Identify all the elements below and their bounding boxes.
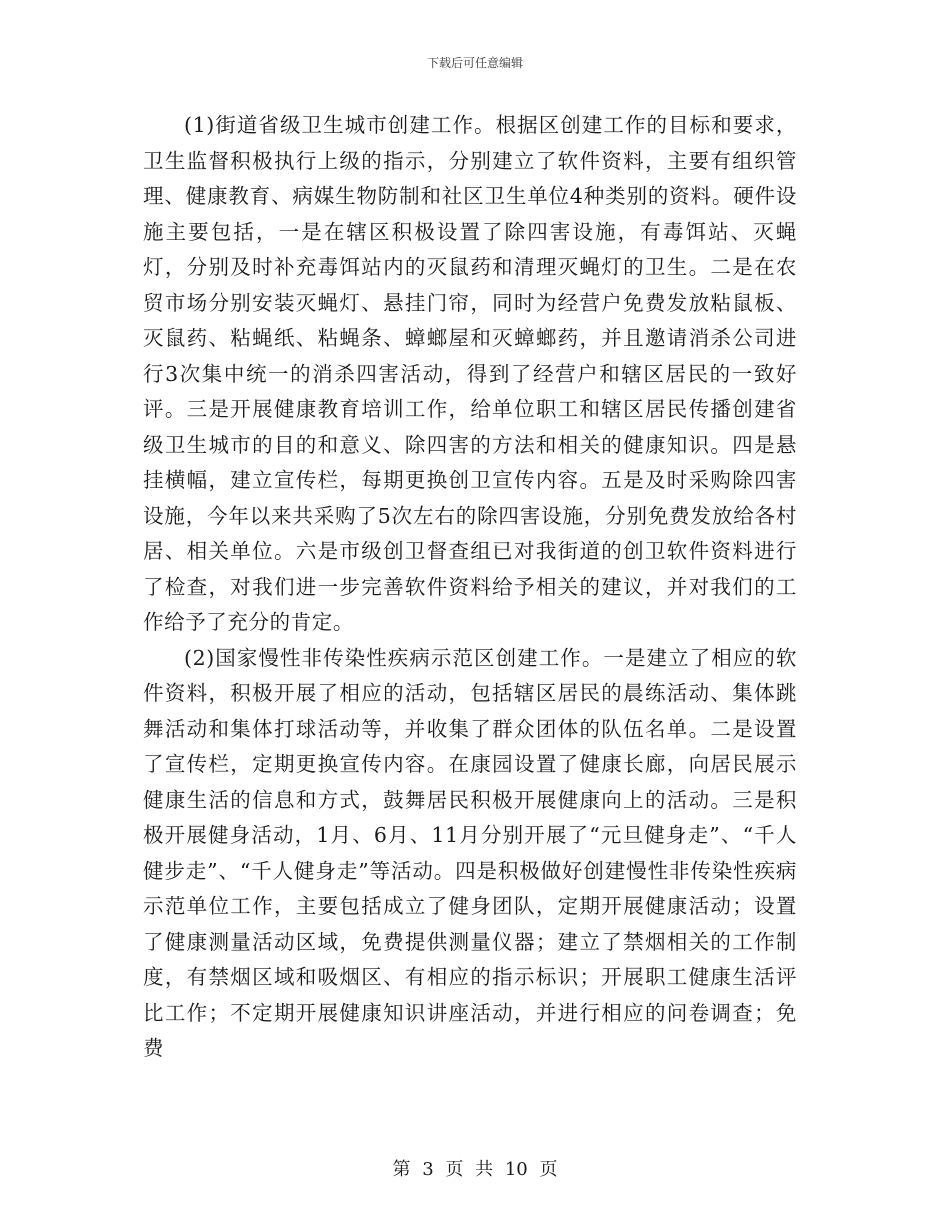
paragraph-1: (1)街道省级卫生城市创建工作。根据区创建工作的目标和要求，卫生监督积极执行上级的指示，分别建立了软件资料，主要有组织管理、健康教育、病媒生物防制和社区卫生单位4种类别的资料。硬件设施主要包括，一是在辖区积极设置了除四害设施，有毒饵站、灭蝇灯，分别及时补充毒饵站内的灭鼠药和清理灭蝇灯的卫生。二是在农贸市场分别安装灭蝇灯、悬挂门帘，同时为经营户免费发放粘鼠板、灭鼠药、粘蝇纸、粘蝇条、蟑螂屋和灭蟑螂药，并且邀请消杀公司进行3次集中统一的消杀四害活动，得到了经营户和辖区居民的一致好评。三是开展健康教育培训工作，给单位职工和辖区居民传播创建省级卫生城市的目的和意义、除四害的方法和相关的健康知识。四是悬挂横幅，建立宣传栏，每期更换创卫宣传内容。五是及时采购除四害设施，今年以来共采购了5次左右的除四害设施，分别免费发放给各村居、相关单位。六是市级创卫督查组已对我街道的创卫软件资料进行了检查，对我们进一步完善软件资料给予相关的建议，并对我们的工作给予了充分的肯定。 [143,113,797,634]
document-body [143,108,797,1067]
page-number: 第 3 页 共 10 页 [392,1159,558,1180]
header-note: 下载后可任意编辑 [426,56,523,70]
paragraph-2: (2)国家慢性非传染性疾病示范区创建工作。一是建立了相应的软件资料，积极开展了相应的活动，包括辖区居民的晨练活动、集体跳舞活动和集体打球活动等，并收集了群众团体的队伍名单。二是设置了宣传栏，定期更换宣传内容。在康园设置了健康长廊，向居民展示健康生活的信息和方式，鼓舞居民积极开展健康向上的活动。三是积极开展健身活动，1月、6月、11月分别开展了“元旦健身走”、“千人健步走”、“千人健身走”等活动。四是积极做好创建慢性非传染性疾病示范单位工作，主要包括成立了健身团队，定期开展健康活动；设置了健康测量活动区域，免费提供测量仪器；建立了禁烟相关的工作制度，有禁烟区域和吸烟区、有相应的指示标识；开展职工健康生活评比工作；不定期开展健康知识讲座活动，并进行相应的问卷调查；免费 [143,645,797,1060]
